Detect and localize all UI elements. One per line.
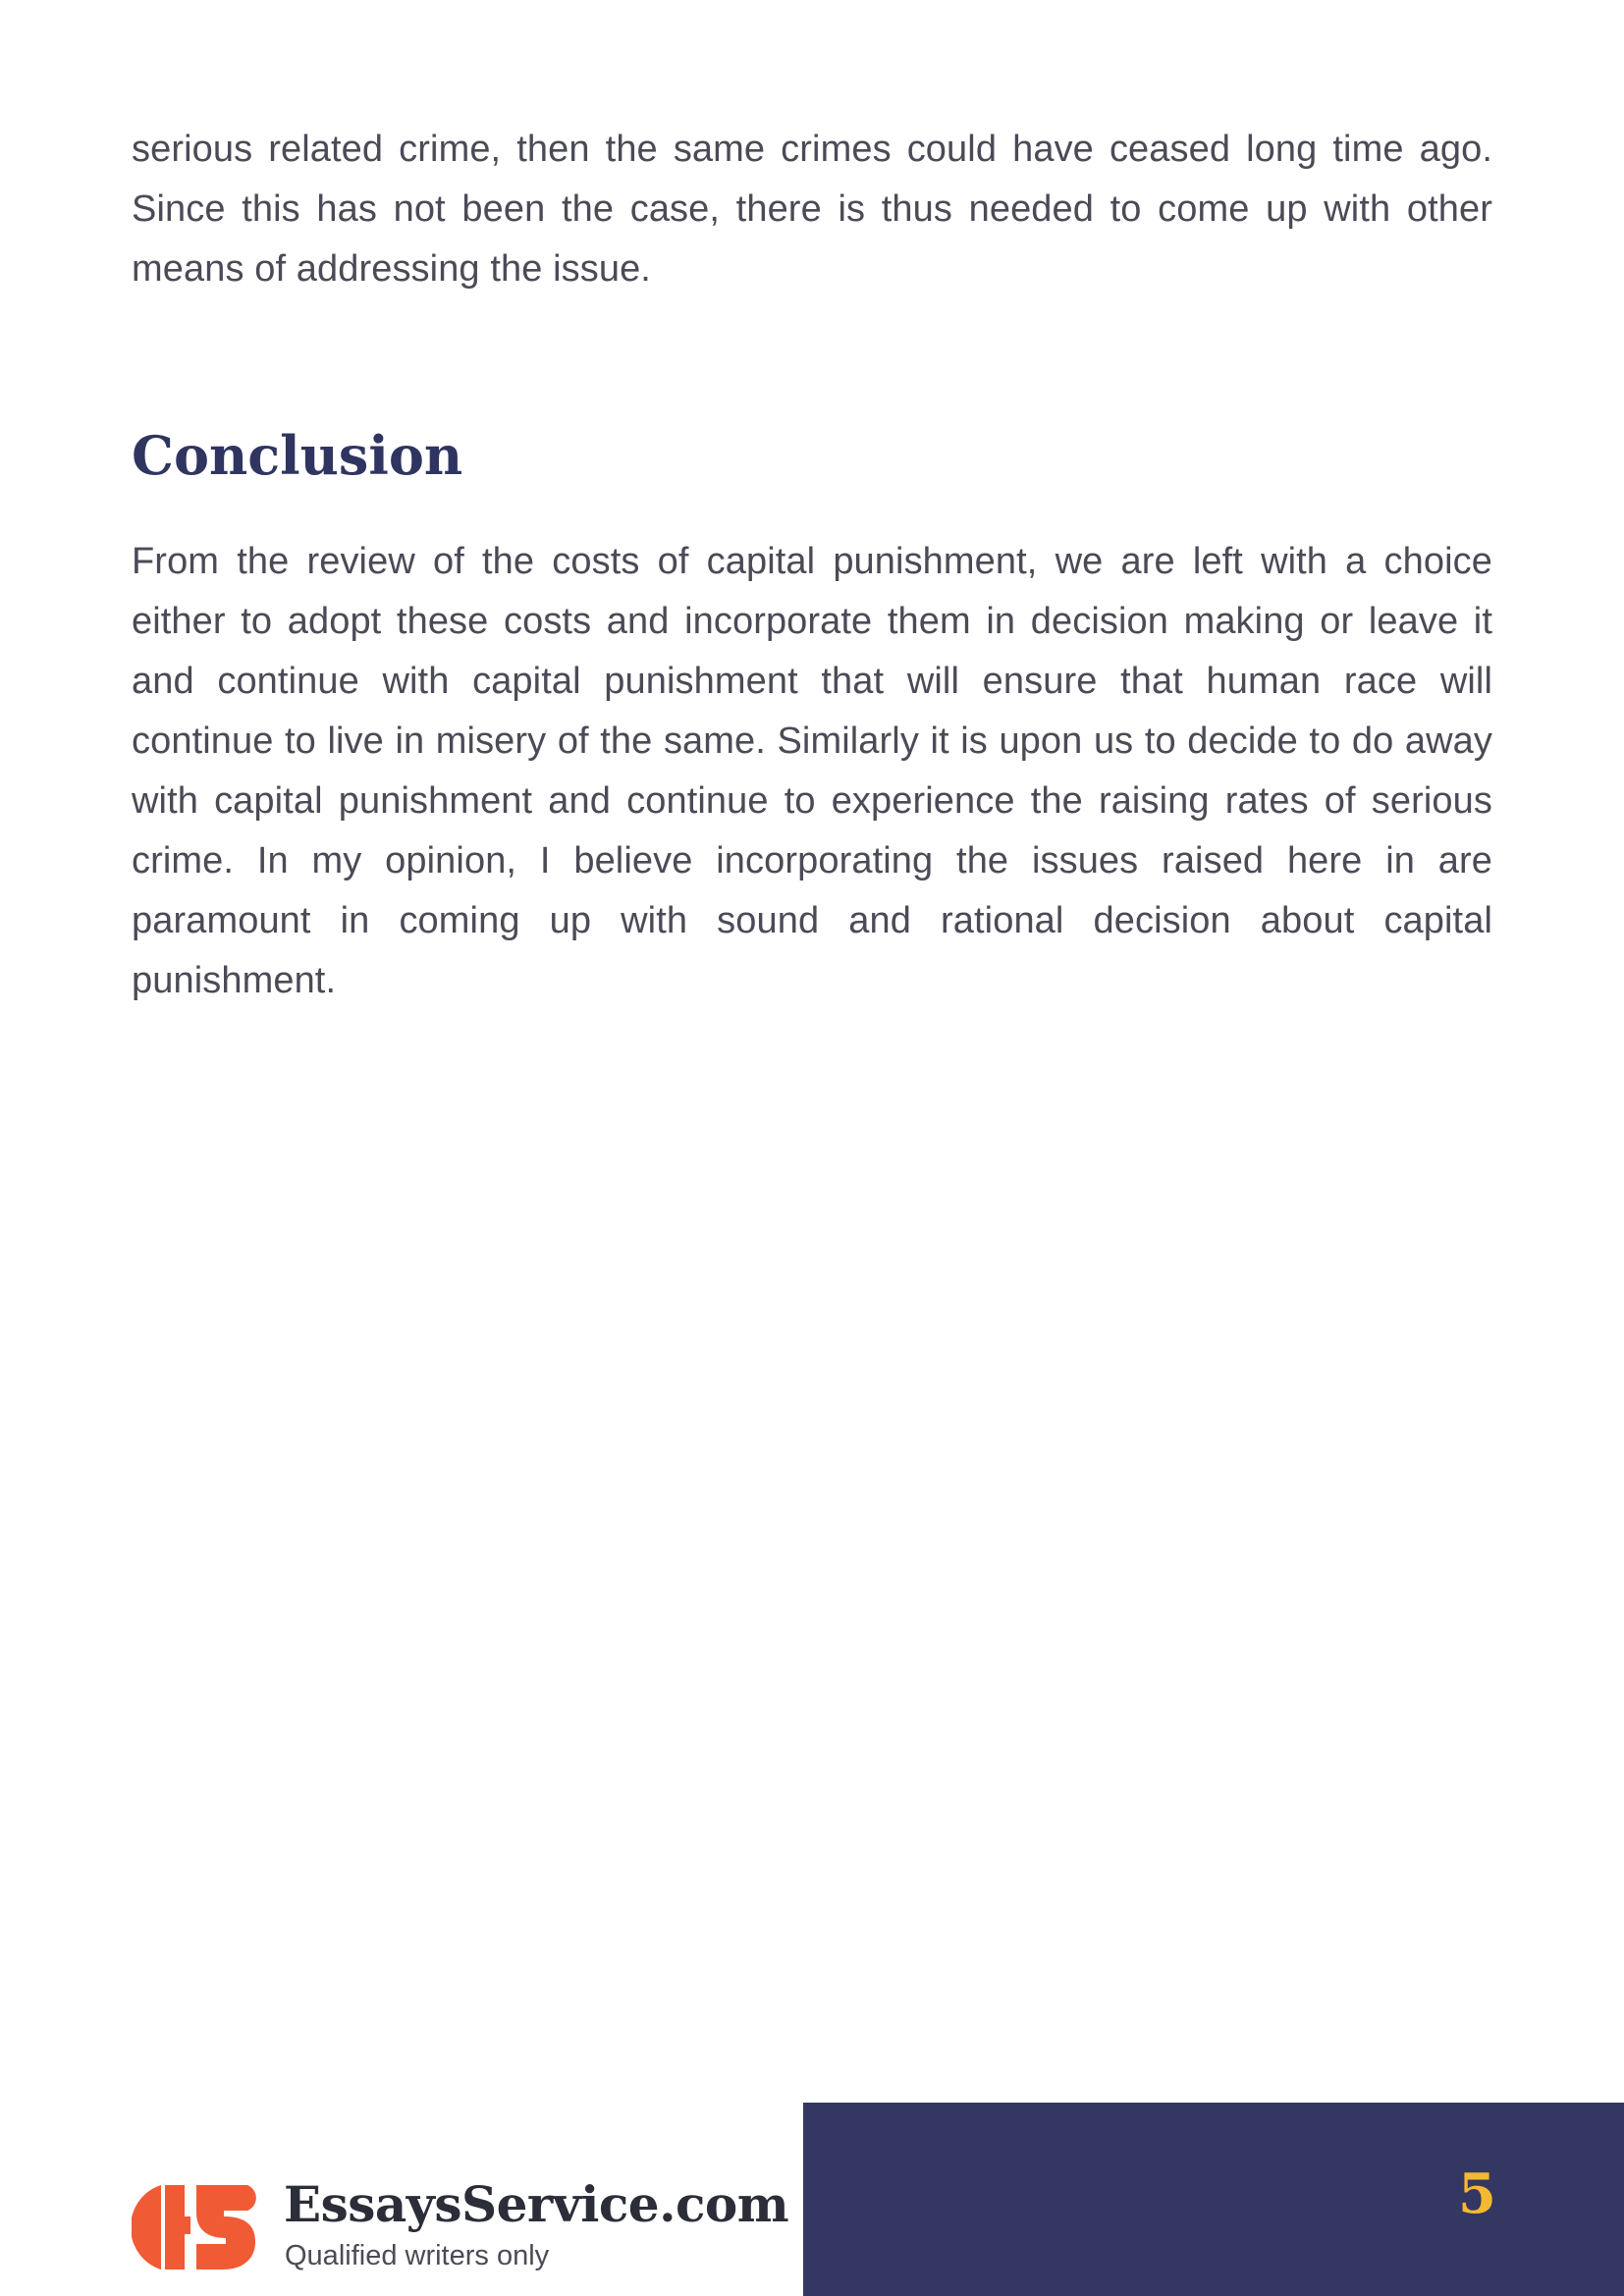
page-number: 5: [1458, 2162, 1496, 2226]
page-content: [132, 120, 1492, 1001]
body-paragraph: serious related crime, then the same crimes could have ceased long time ago. Since this has not been the case, there is thus needed to come up with other means of addressing the issue.: [132, 129, 1492, 290]
page-footer: [0, 2103, 1624, 2296]
brand-name: EssaysService.com: [284, 2175, 789, 2233]
es-monogram-logo-icon: [132, 2181, 259, 2273]
page-number-band: [803, 2103, 1624, 2296]
brand-tagline: Qualified writers only: [285, 2240, 550, 2271]
section-heading: Conclusion: [132, 424, 463, 487]
conclusion-paragraph: From the review of the costs of capital punishment, we are left with a choice either to adopt these costs and incorporate them in decision making or leave it and continue with capital punishment that will ensure that human race will continue to live in misery of the same. Similarly it is upon us to decide to do away with capital punishment and continue to experience the raising rates of serious crime. In my opinion, I believe incorporating the issues raised here in are paramount in coming up with sound and rational decision about capital punishment.: [132, 541, 1492, 1001]
brand-block[interactable]: [132, 2140, 789, 2271]
